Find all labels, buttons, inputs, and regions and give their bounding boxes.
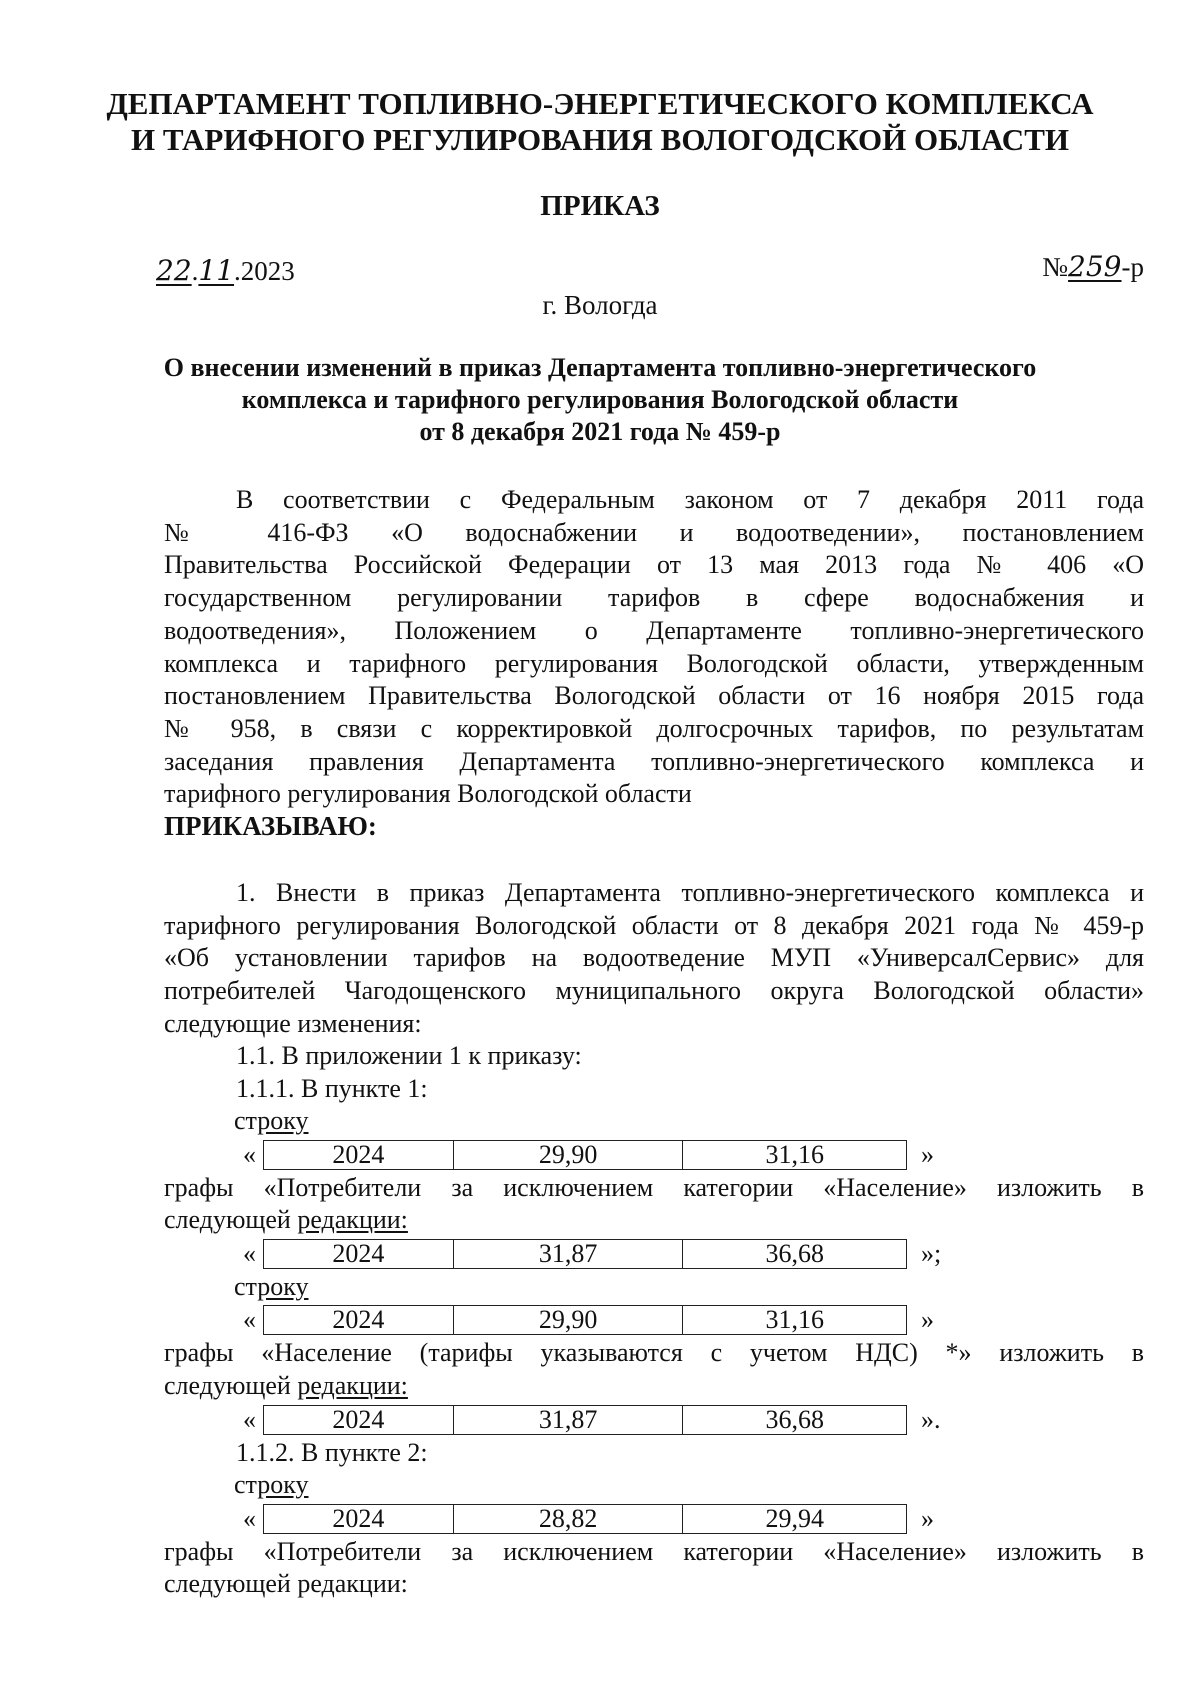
next-edition-label: следующей редакции:	[164, 1371, 408, 1401]
open-quote: «	[243, 1503, 256, 1533]
spacer	[164, 841, 1144, 877]
preamble-line: комплекса и тарифного регулирования Вологодской области, утвержденным	[164, 648, 1144, 678]
close-quote: »	[921, 1503, 934, 1533]
tariff-table	[263, 1504, 907, 1534]
tariff-table	[263, 1305, 907, 1335]
table-cell-tariff-2: 29,94	[765, 1503, 824, 1533]
close-quote: »	[921, 1305, 934, 1335]
grafy-line: графы «Потребители за исключением категории «Население» изложить в	[164, 1536, 1144, 1566]
open-quote: «	[243, 1238, 256, 1268]
tariff-row-3	[164, 1303, 1144, 1337]
item-line: тарифного регулирования Вологодской области от 8 декабря 2021 года № 459-р	[164, 910, 1144, 940]
close-quote: ».	[921, 1404, 941, 1434]
open-quote: «	[243, 1305, 256, 1335]
next-edition-label: следующей редакции:	[164, 1569, 408, 1599]
preamble-line: тарифного регулирования Вологодской области	[164, 779, 692, 809]
preamble-line: водоотведения», Положением о Департаменте топливно-энергетического	[164, 615, 1144, 645]
open-quote: «	[243, 1404, 256, 1434]
preamble-line: заседания правления Департамента топливно-энергетического комплекса и	[164, 746, 1144, 776]
department-name	[0, 86, 1200, 158]
subject-line-2: комплекса и тарифного регулирования Вологодской области	[241, 385, 959, 414]
tariff-row-1	[164, 1138, 1144, 1172]
stroku-label: строку	[234, 1106, 309, 1136]
table-cell-year: 2024	[264, 1141, 454, 1169]
subitem-1-1-2: 1.1.2. В пункте 2:	[236, 1437, 428, 1467]
item-line: потребителей Чагодощенского муниципального округа Вологодской области»	[164, 975, 1144, 1005]
document-type: ПРИКАЗ	[540, 190, 660, 222]
item-line: следующие изменения:	[164, 1008, 422, 1038]
table-cell-year: 2024	[264, 1306, 454, 1334]
table-cell-tariff-1: 31,87	[454, 1240, 684, 1268]
close-quote: »;	[921, 1238, 942, 1268]
tariff-table	[263, 1140, 907, 1170]
next-edition-label: следующей редакции:	[164, 1205, 408, 1235]
tariff-table	[263, 1239, 907, 1269]
preamble-line: государственном регулировании тарифов в сфере водоснабжения и	[164, 583, 1144, 613]
table-cell-year: 2024	[264, 1240, 454, 1268]
subject-line-3: от 8 декабря 2021 года № 459-р	[419, 417, 781, 446]
table-cell-tariff-1: 28,82	[454, 1505, 684, 1533]
date-year: .2023	[234, 256, 295, 286]
city: г. Вологда	[542, 290, 658, 320]
preamble-line: постановлением Правительства Вологодской области от 16 ноября 2015 года	[164, 681, 1144, 711]
department-line-2: И ТАРИФНОГО РЕГУЛИРОВАНИЯ ВОЛОГОДСКОЙ ОБЛАСТИ	[131, 122, 1069, 157]
preamble-line: № 958, в связи с корректировкой долгосрочных тарифов, по результатам	[164, 713, 1144, 743]
table-cell-tariff-1: 29,90	[454, 1141, 684, 1169]
date-month-handwritten: 11	[198, 254, 235, 287]
table-cell-year: 2024	[264, 1505, 454, 1533]
table-cell-tariff-2: 36,68	[765, 1404, 824, 1434]
preamble-line: В соответствии с Федеральным законом от 7 декабря 2011 года	[236, 485, 1144, 514]
document-body	[164, 484, 1144, 1601]
department-line-1: ДЕПАРТАМЕНТ ТОПЛИВНО-ЭНЕРГЕТИЧЕСКОГО КОМПЛЕКСА	[106, 86, 1094, 121]
item-line: «Об установлении тарифов на водоотведение МУП «УниверсалСервис» для	[164, 943, 1144, 973]
preamble-line: Правительства Российской Федерации от 13 мая 2013 года № 406 «О	[164, 550, 1144, 580]
table-cell-tariff-1: 31,87	[454, 1406, 684, 1434]
tariff-row-5	[164, 1502, 1144, 1536]
grafy-line: графы «Потребители за исключением категории «Население» изложить в	[164, 1172, 1144, 1202]
number-handwritten: 259	[1068, 250, 1122, 283]
grafy-line: графы «Население (тарифы указываются с учетом НДС) *» изложить в	[164, 1338, 1144, 1368]
tariff-row-4	[164, 1403, 1144, 1437]
number-suffix: -р	[1121, 252, 1144, 282]
open-quote: «	[243, 1139, 256, 1169]
subject-title	[0, 352, 1200, 448]
table-cell-tariff-2: 31,16	[765, 1305, 824, 1335]
table-cell-tariff-1: 29,90	[454, 1306, 684, 1334]
close-quote: »	[921, 1139, 934, 1169]
stroku-label: строку	[234, 1470, 309, 1500]
document-date: 22.11.2023	[156, 254, 295, 287]
preamble	[164, 484, 1144, 811]
document-number	[1042, 250, 1144, 283]
subject-line-1: О внесении изменений в приказ Департамента топливно-энергетического	[163, 353, 1037, 382]
order-word: ПРИКАЗЫВАЮ:	[164, 810, 377, 841]
tariff-table	[263, 1405, 907, 1435]
table-cell-tariff-2: 36,68	[765, 1238, 824, 1268]
subitem-1-1: 1.1. В приложении 1 к приказу:	[236, 1041, 582, 1071]
preamble-line: № 416-ФЗ «О водоснабжении и водоотведении», постановлением	[164, 517, 1144, 547]
number-prefix: №	[1042, 252, 1069, 282]
item-1	[164, 877, 1144, 1105]
table-cell-tariff-2: 31,16	[765, 1139, 824, 1169]
item-line: 1. Внести в приказ Департамента топливно-энергетического комплекса и	[236, 877, 1144, 907]
date-day-handwritten: 22	[156, 254, 192, 287]
stroku-label: строку	[234, 1271, 309, 1301]
table-cell-year: 2024	[264, 1406, 454, 1434]
tariff-row-2	[164, 1237, 1144, 1271]
subitem-1-1-1: 1.1.1. В пункте 1:	[236, 1073, 428, 1103]
